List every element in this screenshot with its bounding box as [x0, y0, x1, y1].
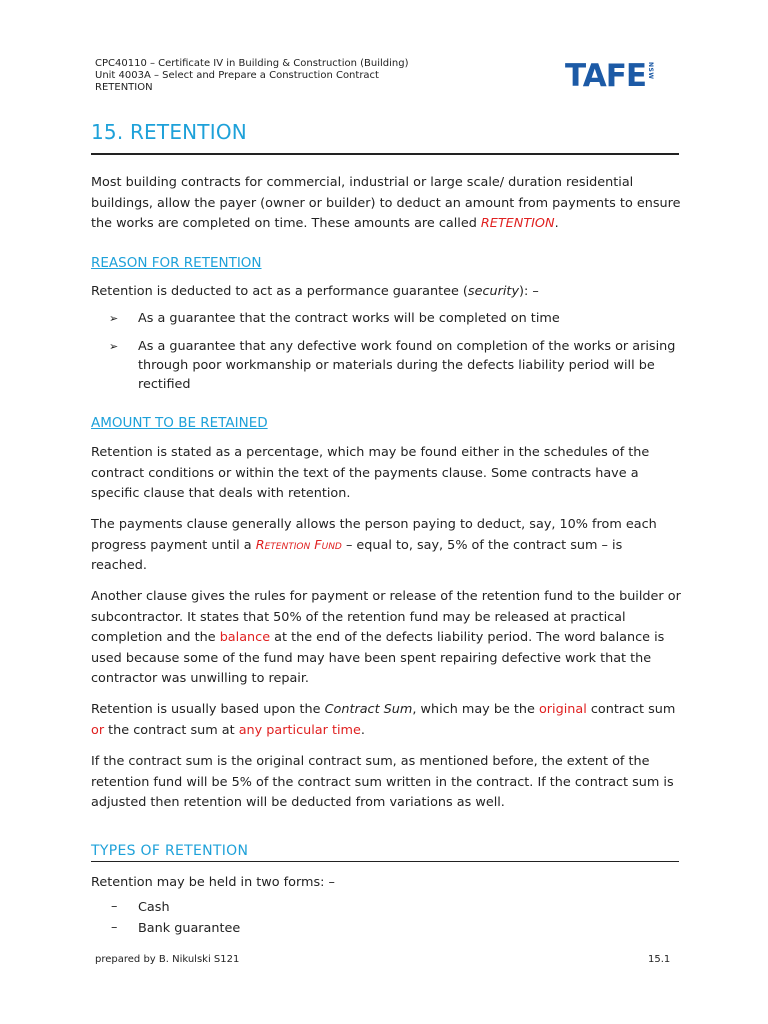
tafe-logo: [565, 60, 654, 94]
logo-word: TAFE: [565, 58, 647, 94]
list-item: Bank guarantee: [138, 921, 241, 936]
amount-paragraph-3: Another clause gives the rules for payment or release of the retention fund to the builder or subcontractor. It states that 50% of the retention fund may be released at practical completion and the balance at the end of the defects liability period. The word balance is used because some of the fund may have been spent repairing defective work that the contractor was unwilling to repair.: [91, 589, 681, 686]
page-number: 15.1: [648, 954, 671, 965]
header-course: CPC40110 – Certificate IV in Building & Construction (Building): [95, 58, 409, 69]
dash-bullet: –: [111, 899, 118, 914]
title-divider: [91, 153, 679, 155]
list-item: As a guarantee that the contract works will be completed on time: [138, 311, 560, 326]
heading-amount: AMOUNT TO BE RETAINED: [91, 415, 268, 431]
amount-paragraph-2: The payments clause generally allows the person paying to deduct, say, 10% from each progress payment until a Retention Fund – equal to, say, 5% of the contract sum – is reached.: [91, 517, 657, 573]
heading-types: TYPES OF RETENTION: [91, 843, 249, 859]
types-lead: Retention may be held in two forms: –: [91, 875, 335, 890]
running-header: [95, 58, 409, 94]
amount-paragraph-1: Retention is stated as a percentage, which may be found either in the schedules of the contract conditions or within the text of the payments clause. Some contracts have a specific clause that deals with retention.: [91, 445, 650, 501]
intro-paragraph: Most building contracts for commercial, industrial or large scale/ duration residential buildings, allow the payer (owner or builder) to deduct an amount from payments to ensure the works are completed on time. These amounts are called RETENTION.: [91, 175, 681, 231]
retention-emphasis: RETENTION: [480, 216, 555, 231]
amount-paragraph-4: Retention is usually based upon the Contract Sum, which may be the original contract sum or the contract sum at any particular time.: [91, 702, 676, 738]
logo-nsw: NSW: [647, 62, 655, 80]
list-item: Cash: [138, 900, 170, 915]
amount-paragraph-5: If the contract sum is the original contract sum, as mentioned before, the extent of the retention fund will be 5% of the contract sum written in the contract. If the contract sum is adjusted then retention will be deducted from variations as well.: [91, 754, 674, 810]
arrow-bullet-icon: ➢: [109, 312, 119, 325]
page-title: 15. RETENTION: [91, 120, 247, 144]
footer-author: prepared by B. Nikulski S121: [95, 954, 240, 965]
retention-fund-emphasis: Retention Fund: [255, 537, 342, 553]
header-topic: RETENTION: [95, 82, 153, 93]
dash-bullet: –: [111, 920, 118, 935]
reason-lead: Retention is deducted to act as a performance guarantee (security): –: [91, 284, 539, 299]
arrow-bullet-icon: ➢: [109, 340, 119, 353]
list-item: As a guarantee that any defective work found on completion of the works or arising through poor workmanship or materials during the defects liability period will be rectified: [138, 339, 676, 392]
header-unit: Unit 4003A – Select and Prepare a Construction Contract: [95, 70, 379, 81]
heading-reason: REASON FOR RETENTION: [91, 255, 262, 271]
types-divider: [91, 861, 679, 862]
